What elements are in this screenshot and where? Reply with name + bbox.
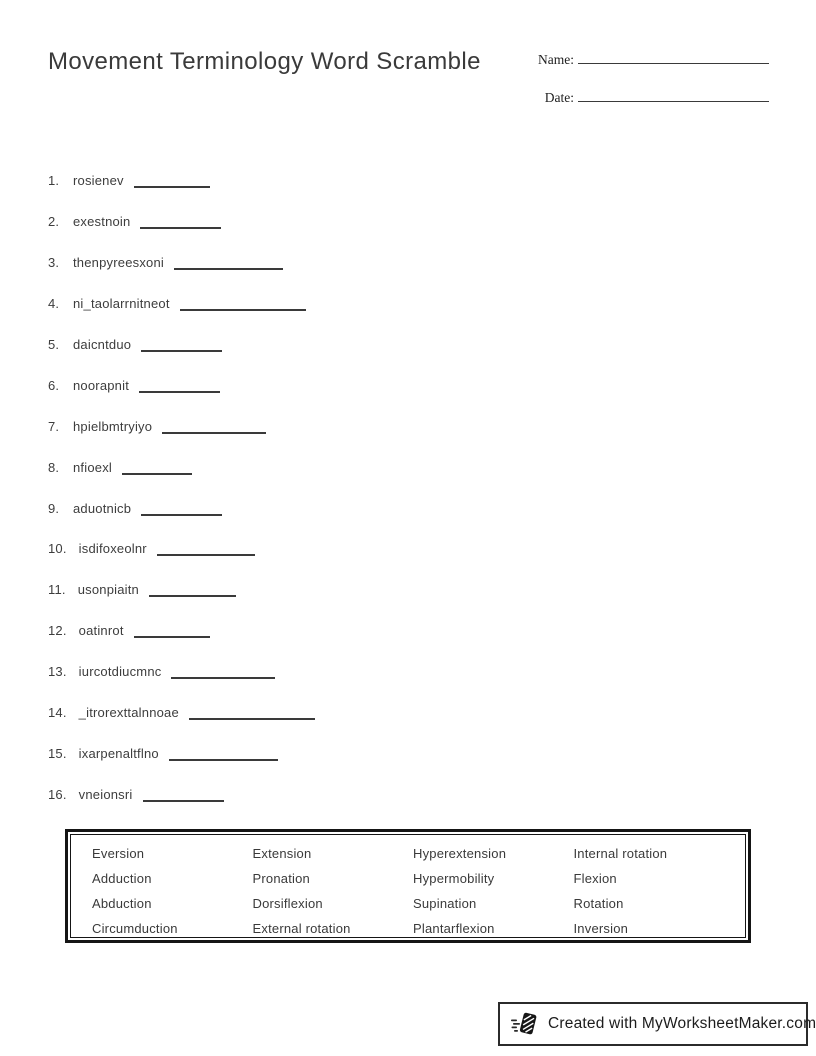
answer-blank-line (134, 178, 210, 188)
scramble-list (48, 172, 315, 827)
word-bank-word: Rotation (573, 896, 624, 911)
word-bank-word: Plantarflexion (413, 921, 495, 936)
answer-blank-line (162, 424, 266, 434)
scrambled-word: daicntduo (73, 336, 132, 352)
word-bank-word: Dorsiflexion (252, 896, 323, 911)
item-number: 9. (48, 500, 60, 516)
answer-blank-line (141, 506, 222, 516)
scramble-item (48, 418, 315, 459)
footer-credit-badge (498, 1002, 816, 1046)
scramble-item (48, 540, 315, 581)
date-field-row (538, 89, 769, 107)
word-bank-word: Supination (413, 896, 477, 911)
answer-blank-line (171, 669, 275, 679)
answer-blank-line (134, 628, 210, 638)
word-bank-column (253, 841, 414, 937)
word-bank-word: Hypermobility (413, 871, 495, 886)
answer-blank-line (122, 465, 192, 475)
scrambled-word: exestnoin (73, 213, 131, 229)
word-bank-word: Circumduction (92, 921, 178, 936)
scramble-item (48, 745, 315, 786)
word-bank-columns (70, 834, 746, 938)
scrambled-word: aduotnicb (73, 500, 132, 516)
item-number: 6. (48, 377, 60, 393)
word-bank-word: Flexion (573, 871, 617, 886)
scramble-item (48, 704, 315, 745)
item-number: 1. (48, 173, 60, 188)
item-number: 4. (48, 295, 60, 311)
item-number: 7. (48, 418, 60, 434)
worksheetmaker-logo-icon (510, 1009, 540, 1039)
answer-blank-line (139, 383, 220, 393)
name-field-row (538, 50, 769, 68)
scrambled-word: noorapnit (73, 377, 130, 393)
answer-blank-line (174, 260, 283, 270)
answer-blank-line (157, 546, 255, 556)
word-bank-word: Extension (252, 846, 312, 861)
word-bank-word: Eversion (92, 846, 145, 861)
scramble-item (48, 459, 315, 500)
scramble-item (48, 500, 315, 541)
date-label: Date: (544, 90, 574, 105)
word-bank-word: External rotation (252, 921, 351, 936)
word-bank-word: Internal rotation (573, 846, 668, 861)
answer-blank-line (149, 587, 236, 597)
word-bank-box (65, 829, 751, 943)
item-number: 12. (48, 623, 67, 639)
scramble-item (48, 295, 315, 336)
scrambled-word: ni_taolarrnitneot (73, 295, 170, 311)
scrambled-word: usonpiaitn (77, 582, 139, 598)
scramble-item (48, 581, 315, 622)
scramble-item (48, 622, 315, 663)
word-bank-column (413, 841, 574, 937)
date-blank-line (578, 89, 769, 103)
answer-blank-line (141, 342, 222, 352)
name-date-fields (538, 50, 769, 106)
scramble-item (48, 786, 315, 827)
scrambled-word: iurcotdiucmnc (78, 664, 162, 680)
answer-blank-line (143, 792, 224, 802)
item-number: 11. (48, 582, 66, 598)
word-bank-word: Pronation (252, 871, 310, 886)
name-blank-line (578, 50, 769, 64)
item-number: 8. (48, 459, 60, 475)
scrambled-word: oatinrot (78, 623, 124, 639)
scrambled-word: hpielbmtryiyo (73, 418, 153, 434)
item-number: 5. (48, 336, 60, 352)
scrambled-word: nfioexl (73, 459, 112, 475)
scramble-item (48, 254, 315, 295)
scrambled-word: rosienev (73, 173, 124, 188)
word-bank-word: Inversion (573, 921, 629, 936)
scramble-item (48, 663, 315, 704)
word-bank-column (574, 841, 735, 937)
answer-blank-line (189, 710, 315, 720)
answer-blank-line (180, 301, 306, 311)
item-number: 2. (48, 213, 60, 229)
scrambled-word: isdifoxeolnr (78, 541, 147, 557)
scramble-item (48, 377, 315, 418)
answer-blank-line (140, 219, 221, 229)
word-bank-word: Adduction (92, 871, 152, 886)
footer-credit-text: Created with MyWorksheetMaker.com (548, 1015, 816, 1032)
scramble-item (48, 213, 315, 254)
word-bank-word: Abduction (92, 896, 152, 911)
page-title: Movement Terminology Word Scramble (48, 48, 481, 75)
item-number: 14. (48, 705, 67, 721)
scrambled-word: ixarpenaltflno (78, 746, 159, 762)
item-number: 16. (48, 787, 67, 803)
scrambled-word: _itrorexttalnnoae (78, 705, 179, 721)
name-label: Name: (538, 51, 574, 67)
answer-blank-line (169, 751, 278, 761)
scrambled-word: thenpyreesxoni (73, 254, 164, 270)
word-bank-column (92, 841, 253, 937)
item-number: 15. (48, 746, 67, 762)
scramble-item (48, 172, 315, 213)
scramble-item (48, 336, 315, 377)
item-number: 13. (48, 664, 67, 680)
item-number: 3. (48, 254, 60, 270)
word-bank-word: Hyperextension (413, 846, 507, 861)
scrambled-word: vneionsri (78, 787, 133, 803)
item-number: 10. (48, 541, 67, 557)
